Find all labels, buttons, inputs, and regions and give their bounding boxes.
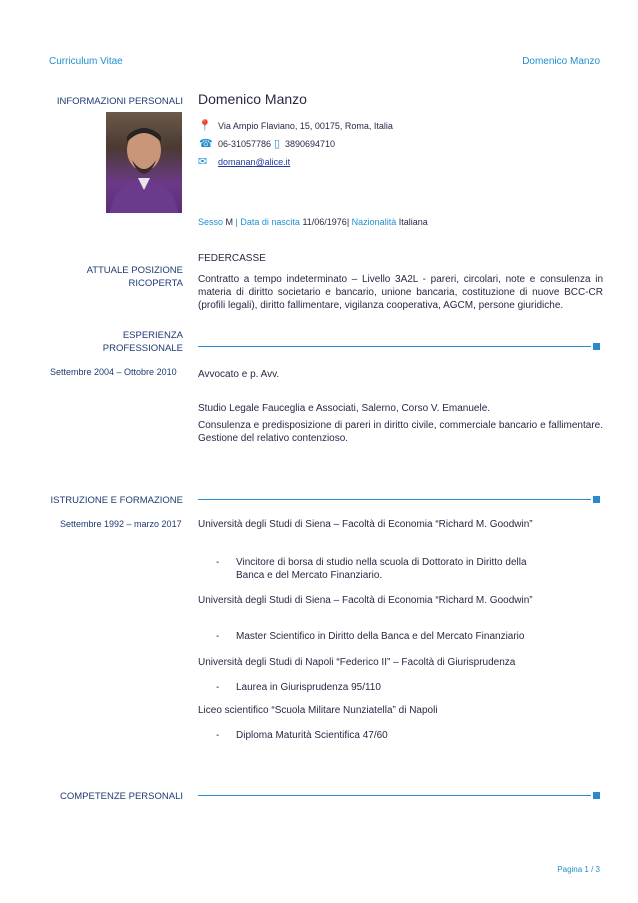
position-label-line2: RICOPERTA [128, 278, 183, 289]
email-icon: ✉ [198, 156, 208, 168]
experience-divider-end [593, 343, 600, 350]
education-dash-4: - [216, 730, 220, 741]
phone-text: 06-31057786 [218, 139, 272, 149]
profile-photo [106, 112, 182, 213]
experience-employer: Studio Legale Fauceglia e Associati, Salerno, Corso V. Emanuele. [198, 403, 491, 414]
sex-value: M [225, 217, 234, 227]
experience-divider [198, 346, 591, 347]
position-label-line1: ATTUALE POSIZIONE [86, 265, 183, 276]
position-description: Contratto a tempo indeterminato – Livello 3A2L - pareri, circolari, note e consulenza in materia di diritto societario e bancario, unione bancaria, costituzione di nuove BCC-CR (profili legali), diritto fallimentare, vigilanza cooperativa, AGCM, persone giuridiche. [198, 274, 603, 311]
personal-details-line [198, 217, 428, 227]
location-icon: 📍 [198, 120, 212, 132]
birth-label: Data di nascita [240, 217, 300, 227]
address-text: Via Ampio Flaviano, 15, 00175, Roma, Italia [218, 121, 393, 131]
education-divider-end [593, 496, 600, 503]
skills-divider [198, 795, 591, 796]
section-education-label: ISTRUZIONE E FORMAZIONE [50, 495, 183, 506]
education-dash-3: - [216, 682, 220, 693]
education-school-3: Università degli Studi di Napoli “Federico II” – Facoltà di Giurisprudenza [198, 657, 516, 668]
education-detail-3: Laurea in Giurisprudenza 95/110 [236, 682, 381, 693]
email-link[interactable]: domanan@alice.it [218, 157, 291, 167]
education-school-2: Università degli Studi di Siena – Facoltà di Economia “Richard M. Goodwin” [198, 595, 533, 606]
nationality-label: Nazionalità [351, 217, 397, 227]
mobile-icon: ▯ [274, 138, 281, 150]
education-dates: Settembre 1992 – marzo 2017 [60, 519, 182, 529]
header-right: Domenico Manzo [522, 56, 600, 67]
nationality-value: Italiana [398, 217, 428, 227]
separator-1: | [233, 217, 241, 227]
experience-role: Avvocato e p. Avv. [198, 369, 280, 380]
experience-label-line2: PROFESSIONALE [102, 343, 183, 354]
education-detail-1: Vincitore di borsa di studio nella scuola di Dottorato in Diritto della Banca e del Mercato Finanziario. [236, 557, 527, 581]
section-skills-label: COMPETENZE PERSONALI [60, 791, 183, 802]
person-name: Domenico Manzo [198, 91, 307, 107]
page-number: Pagina 1 / 3 [557, 865, 600, 874]
section-position-label [87, 264, 183, 290]
experience-dates: Settembre 2004 – Ottobre 2010 [50, 367, 177, 377]
header-left: Curriculum Vitae [49, 56, 123, 67]
education-divider [198, 499, 591, 500]
experience-label-line1: ESPERIENZA [122, 330, 183, 341]
section-personal-label: INFORMAZIONI PERSONALI [56, 96, 183, 107]
skills-divider-end [593, 792, 600, 799]
mobile-text: 3890694710 [285, 139, 336, 149]
experience-description: Consulenza e predisposizione di pareri in diritto civile, commerciale bancario e fallimentare. Gestione del relativo contenzioso. [198, 420, 603, 444]
sex-label: Sesso [198, 217, 224, 227]
education-school-1: Università degli Studi di Siena – Facoltà di Economia “Richard M. Goodwin” [198, 519, 533, 530]
separator-2: | [346, 217, 352, 227]
education-dash-1: - [216, 557, 220, 568]
section-experience-label [103, 329, 183, 355]
education-school-4: Liceo scientifico “Scuola Militare Nunziatella” di Napoli [198, 705, 438, 716]
phone-icon: ☎ [199, 138, 213, 150]
position-company: FEDERCASSE [198, 253, 266, 264]
person-silhouette-icon [106, 112, 182, 213]
education-detail-2: Master Scientifico in Diritto della Banca e del Mercato Finanziario [236, 631, 525, 642]
education-dash-2: - [216, 631, 220, 642]
education-detail-4: Diploma Maturità Scientifica 47/60 [236, 730, 388, 741]
birth-value: 11/06/1976 [302, 217, 347, 227]
